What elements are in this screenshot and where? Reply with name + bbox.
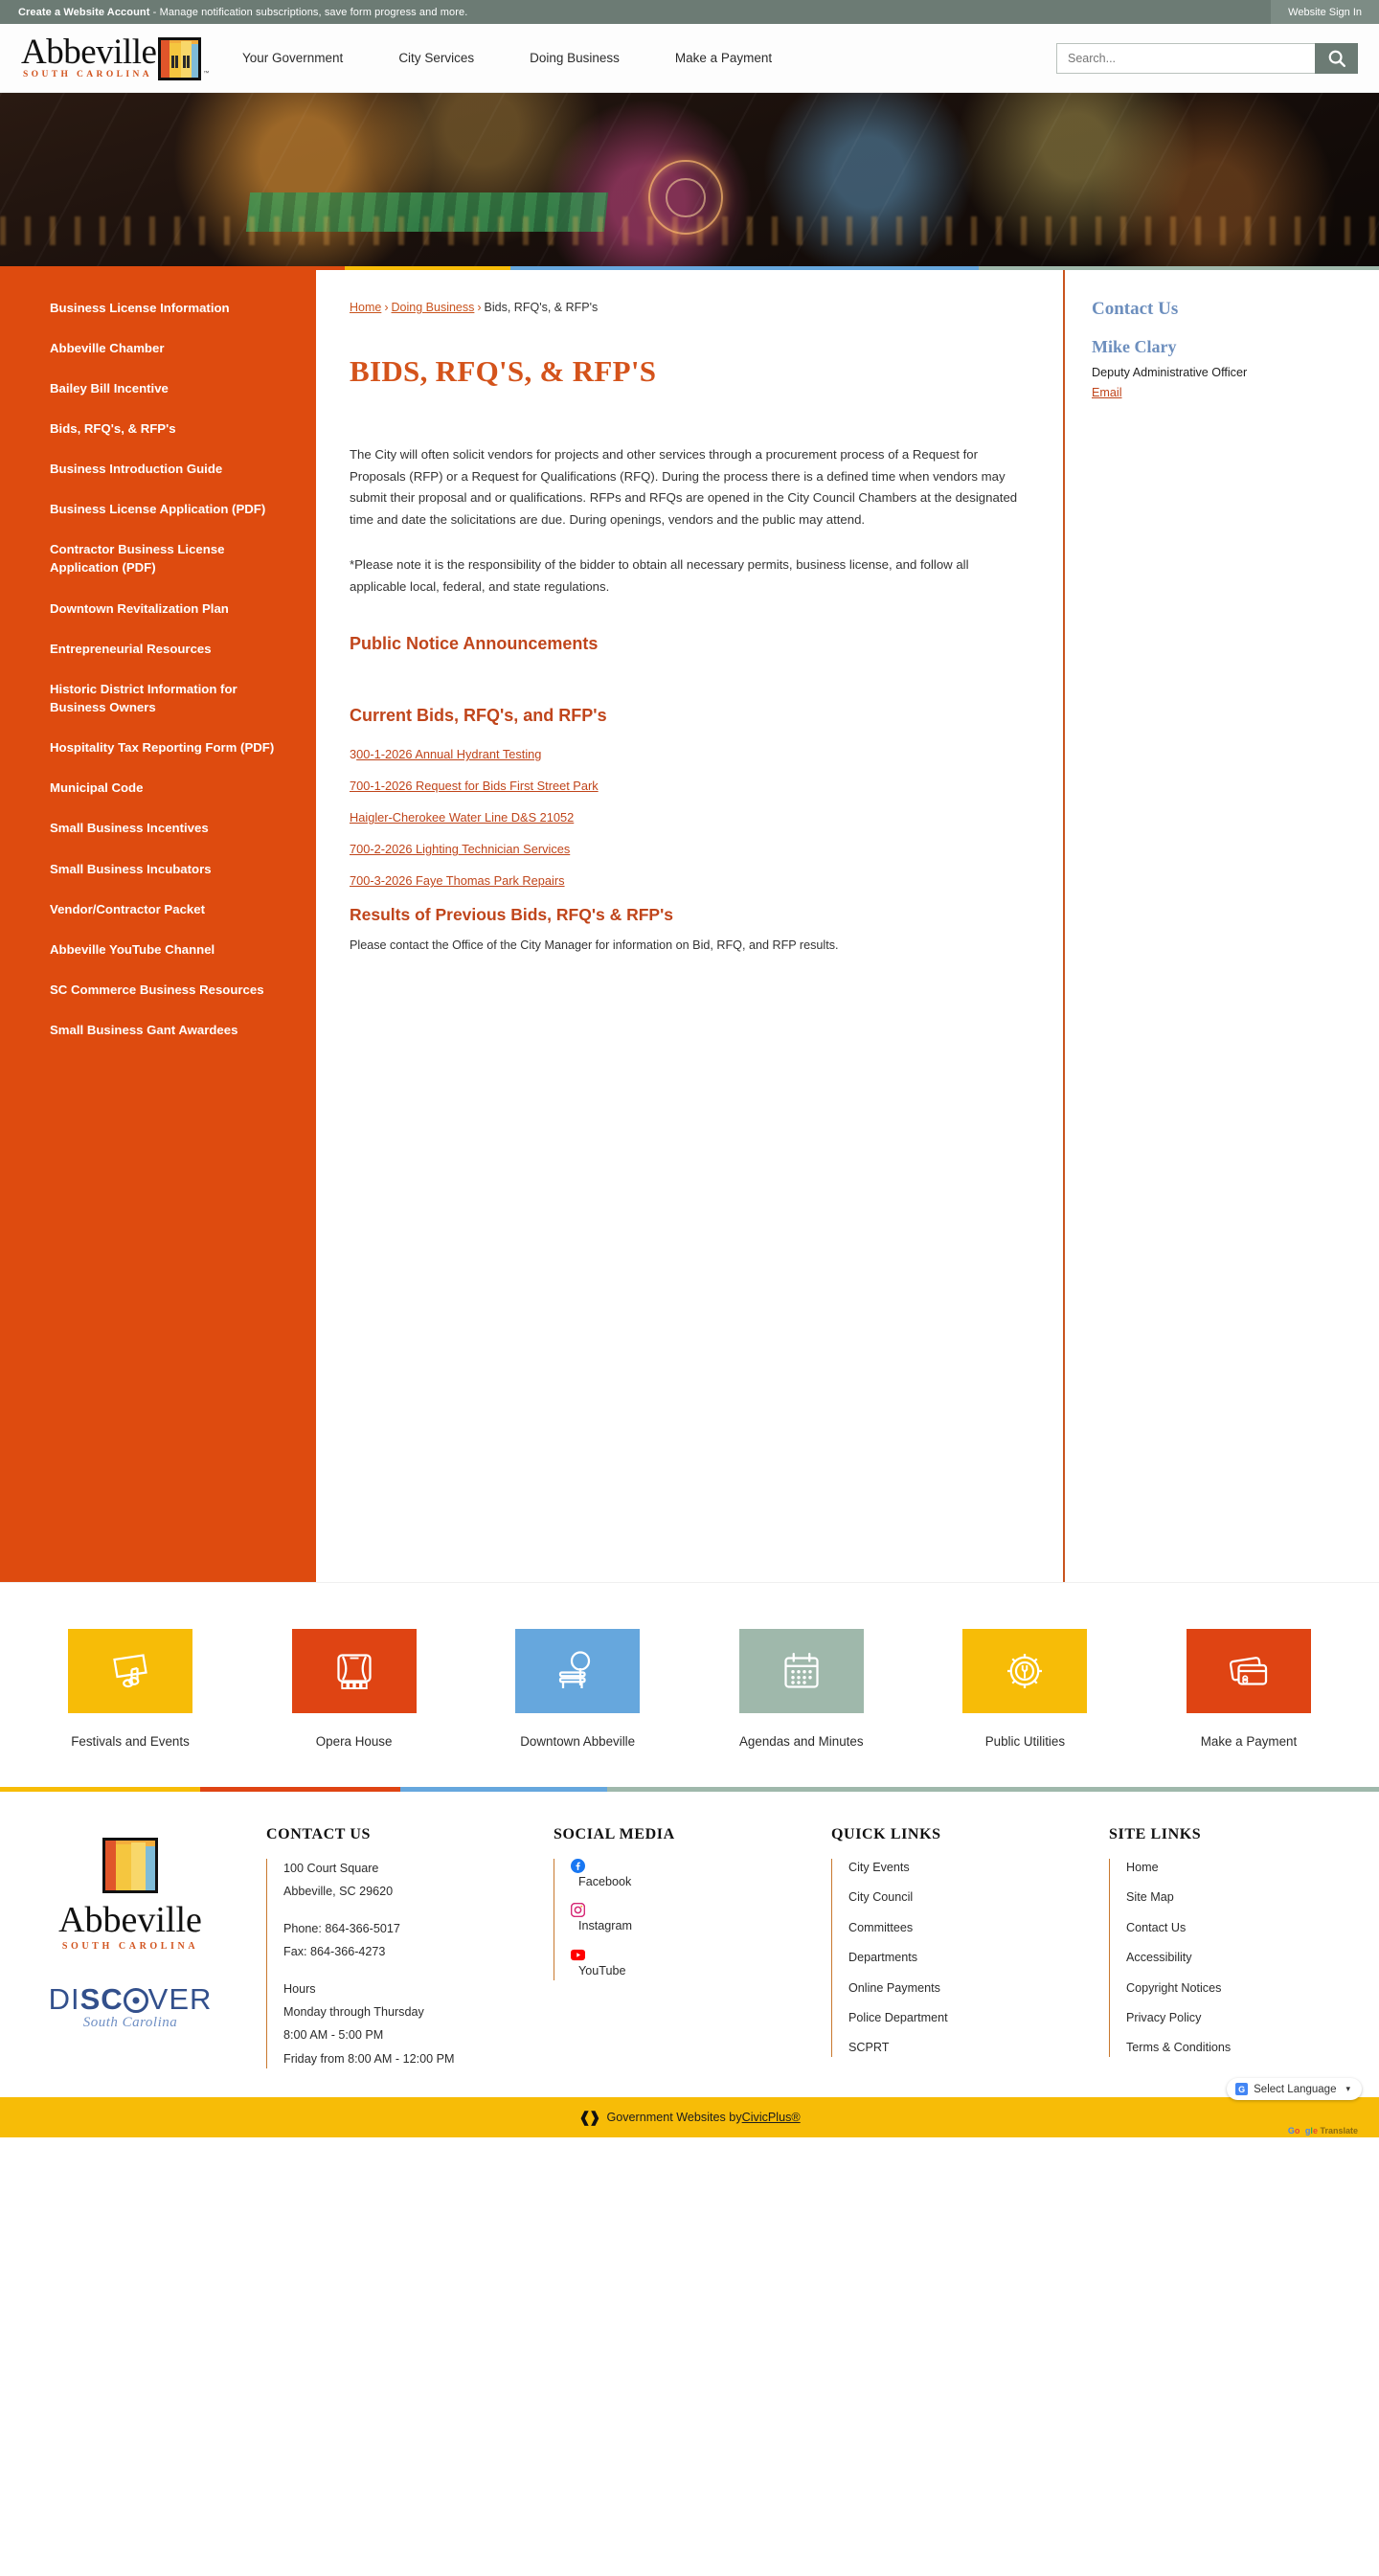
search-icon (1326, 48, 1347, 69)
create-account-link[interactable]: Create a Website Account (18, 6, 150, 18)
bid-link-hydrant-testing[interactable]: 00-1-2026 Annual Hydrant Testing (356, 747, 542, 762)
discover-sc: SC (79, 1982, 124, 2016)
civicplus-link[interactable]: CivicPlus® (741, 2111, 801, 2125)
footer-hours-weekday-time: 8:00 AM - 5:00 PM (283, 2028, 384, 2043)
social-link-instagram[interactable] (571, 1903, 825, 1935)
contact-sidebar (1063, 270, 1379, 1582)
discover-di: DI (48, 1982, 80, 2016)
sidebar-item-sc-commerce-business-resources[interactable]: SC Commerce Business Resources (50, 983, 264, 998)
site-search (1056, 43, 1358, 74)
public-notice-heading: Public Notice Announcements (350, 634, 599, 654)
footer-contact-column (260, 1826, 548, 2072)
sidebar-item-entrepreneurial-resources[interactable]: Entrepreneurial Resources (50, 641, 212, 656)
sidebar-item-business-license-application[interactable]: Business License Application (PDF) (50, 502, 266, 517)
tile-public-utilities[interactable] (950, 1629, 1099, 1749)
facebook-icon (571, 1859, 585, 1873)
footer-hours-weekday: Monday through Thursday (283, 2004, 424, 2019)
create-account-subtext: - Manage notification subscriptions, save form progress and more. (149, 6, 468, 18)
tile-icon-box (962, 1629, 1087, 1713)
site-link-site-map[interactable]: Site Map (1126, 1890, 1174, 1905)
tile-label: Make a Payment (1200, 1734, 1298, 1749)
tile-festivals-and-events[interactable] (56, 1629, 205, 1749)
search-input[interactable] (1056, 43, 1315, 74)
discover-sc-logo (0, 1984, 260, 2031)
tile-label: Agendas and Minutes (739, 1734, 864, 1749)
social-link-youtube[interactable] (571, 1948, 825, 1980)
site-link-terms-conditions[interactable]: Terms & Conditions (1126, 2041, 1232, 2055)
calendar-icon (779, 1648, 825, 1694)
site-link-contact-us[interactable]: Contact Us (1126, 1920, 1187, 1934)
footer-contact-body (266, 1859, 548, 2068)
breadcrumb-current: Bids, RFQ's, & RFP's (484, 301, 599, 314)
gear-wrench-icon (1002, 1648, 1048, 1694)
main-navigation (215, 51, 1056, 65)
quick-link-tiles (0, 1629, 1379, 1749)
quick-link-tiles-section (0, 1582, 1379, 1787)
footer-phone: Phone: 864-366-5017 (283, 1921, 400, 1935)
bid-link-haigler-cherokee-water-line[interactable]: Haigler-Cherokee Water Line D&S 21052 (350, 810, 575, 825)
sidebar-item-hospitality-tax-reporting-form[interactable]: Hospitality Tax Reporting Form (PDF) (50, 740, 275, 756)
footer-site-links-heading: SITE LINKS (1109, 1826, 1202, 1842)
sidebar-item-small-business-incubators[interactable]: Small Business Incubators (50, 861, 212, 876)
ticket-music-icon (107, 1648, 153, 1694)
site-header (0, 24, 1379, 93)
footer-hours-friday: Friday from 8:00 AM - 12:00 PM (283, 2051, 455, 2066)
sidebar-item-bids-rfqs-rfps[interactable]: Bids, RFQ's, & RFP's (50, 420, 176, 436)
breadcrumb-separator-1: › (384, 301, 389, 314)
quick-link-departments[interactable]: Departments (848, 1951, 918, 1965)
social-label: Instagram (578, 1919, 632, 1933)
sidebar-item-historic-district-information[interactable]: Historic District Information for Business Owners (50, 681, 237, 715)
footer-address-line-2: Abbeville, SC 29620 (283, 1885, 394, 1899)
current-bids-heading: Current Bids, RFQ's, and RFP's (350, 706, 607, 726)
social-label: YouTube (578, 1963, 626, 1977)
bidder-note-paragraph: *Please note it is the responsibility of the bidder to obtain all necessary permits, business license, and follow all applicable local, federal, and state regulations. (350, 556, 969, 594)
tile-make-a-payment[interactable] (1174, 1629, 1323, 1749)
bid-list-item (350, 810, 1025, 825)
hero-banner-image (0, 93, 1379, 270)
site-logo[interactable] (21, 33, 210, 80)
previous-results-note: Please contact the Office of the City Manager for information on Bid, RFQ, and RFP results. (350, 938, 839, 953)
main-content (316, 270, 1063, 1582)
tile-icon-box (1187, 1629, 1311, 1713)
bid-list-item (350, 747, 1025, 761)
footer-social-heading: SOCIAL MEDIA (554, 1826, 675, 1842)
footer-logo-name: Abbeville (58, 1900, 202, 1940)
footer-contact-heading: CONTACT US (266, 1826, 371, 1842)
logo-building-icon (158, 37, 201, 80)
sidebar-item-contractor-business-license-application[interactable]: Contractor Business License Application (PDF) (50, 542, 225, 576)
sidebar-item-municipal-code[interactable]: Municipal Code (50, 780, 144, 796)
contact-person-title: Deputy Administrative Officer (1092, 366, 1248, 379)
logo-name: Abbeville (21, 33, 157, 73)
google-translate-word: Translate (1320, 2126, 1358, 2136)
tile-label: Public Utilities (984, 1734, 1066, 1749)
footer-address-line-1: 100 Court Square (283, 1862, 379, 1875)
contact-person-name: Mike Clary (1092, 337, 1177, 356)
section-navigation-sidebar (0, 270, 316, 1582)
language-selector-label: Select Language (1254, 2083, 1337, 2095)
intro-paragraph: The City will often solicit vendors for projects and other services through a procurement process of a Request for Proposals (RFP) or a Request for Qualifications (RFQ). During the process there is a defined time when vendors may submit their proposal and or qualifications. RFPs and RFQs are opened in the City Council Chambers at the designated time and date the solicitations are due. During openings, vendors and the public may attend. (350, 447, 1018, 528)
previous-results-heading: Results of Previous Bids, RFQ's & RFP's (350, 905, 673, 925)
site-link-accessibility[interactable]: Accessibility (1126, 1951, 1192, 1965)
sidebar-item-vendor-contractor-packet[interactable]: Vendor/Contractor Packet (50, 901, 205, 916)
footer-accent-stripes (0, 1787, 1379, 1792)
quick-link-police-department[interactable]: Police Department (848, 2010, 948, 2024)
bid-link-prefix: 3 (350, 747, 357, 762)
site-link-copyright-notices[interactable]: Copyright Notices (1126, 1980, 1222, 1995)
logo-text (21, 35, 156, 80)
footer-hours-label: Hours (283, 1981, 316, 1996)
google-translate-icon: G (1235, 2083, 1248, 2095)
sidebar-item-abbeville-youtube-channel[interactable]: Abbeville YouTube Channel (50, 941, 215, 957)
breadcrumb-home[interactable]: Home (350, 301, 382, 314)
sidebar-item-small-business-gant-awardees[interactable]: Small Business Gant Awardees (50, 1023, 238, 1038)
discover-subtitle: South Carolina (82, 2015, 178, 2030)
instagram-icon (571, 1903, 585, 1917)
search-button[interactable] (1315, 43, 1358, 74)
quick-link-city-council[interactable]: City Council (848, 1890, 914, 1905)
civicplus-credit (578, 2109, 800, 2126)
bid-link-first-street-park[interactable]: 700-1-2026 Request for Bids First Street Park (350, 779, 599, 794)
tile-icon-box (515, 1629, 640, 1713)
bid-list-item (350, 779, 1025, 793)
sidebar-item-small-business-incentives[interactable]: Small Business Incentives (50, 821, 209, 836)
social-link-facebook[interactable] (571, 1859, 825, 1891)
tile-downtown-abbeville[interactable] (503, 1629, 652, 1749)
chevron-down-icon: ▾ (1345, 2084, 1350, 2094)
nav-your-government[interactable]: Your Government (242, 51, 344, 65)
tile-icon-box (739, 1629, 864, 1713)
site-link-home[interactable]: Home (1126, 1861, 1159, 1874)
palmetto-circle-icon (124, 1988, 148, 2013)
discover-ver: VER (147, 1982, 213, 2016)
bid-list-item (350, 873, 1025, 888)
nav-city-services[interactable]: City Services (398, 51, 475, 65)
contact-us-heading: Contact Us (1092, 299, 1179, 319)
trademark-mark: ™ (203, 70, 210, 77)
credit-card-icon (1226, 1648, 1272, 1694)
site-link-privacy-policy[interactable]: Privacy Policy (1126, 2010, 1202, 2024)
sidebar-item-business-introduction-guide[interactable]: Business Introduction Guide (50, 462, 223, 477)
bid-link-faye-thomas-park-repairs[interactable]: 700-3-2026 Faye Thomas Park Repairs (350, 873, 565, 889)
tile-agendas-and-minutes[interactable] (727, 1629, 876, 1749)
footer-logo-building-icon (102, 1838, 158, 1893)
social-label: Facebook (578, 1875, 632, 1888)
youtube-icon (571, 1948, 585, 1962)
civicplus-logo-icon: ❰❱ (578, 2110, 599, 2127)
bid-link-lighting-technician-services[interactable]: 700-2-2026 Lighting Technician Services (350, 842, 571, 857)
tile-opera-house[interactable] (280, 1629, 429, 1749)
footer-site-links-column (1103, 1826, 1371, 2072)
bottom-bar (0, 2083, 1379, 2137)
discover-wordmark (0, 1984, 260, 2014)
theater-curtain-icon (331, 1648, 377, 1694)
tile-icon-box (292, 1629, 417, 1713)
sidebar-item-business-license-information[interactable]: Business License Information (50, 300, 230, 315)
quick-link-committees[interactable]: Committees (848, 1920, 914, 1934)
tile-label: Opera House (315, 1734, 393, 1749)
sidebar-item-downtown-revitalization-plan[interactable]: Downtown Revitalization Plan (50, 600, 229, 616)
park-bench-tree-icon (554, 1648, 600, 1694)
civicplus-prefix-text: Government Websites by (606, 2111, 742, 2125)
footer-fax: Fax: 864-366-4273 (283, 1945, 386, 1959)
sidebar-item-bailey-bill-incentive[interactable]: Bailey Bill Incentive (50, 380, 169, 395)
google-translate-attribution: Google Translate (1287, 2126, 1358, 2136)
tile-label: Downtown Abbeville (520, 1734, 636, 1749)
breadcrumb-separator-2: › (477, 301, 482, 314)
utility-bar (0, 0, 1379, 24)
create-account-message (18, 7, 467, 18)
bid-list-item (350, 842, 1025, 856)
quick-link-online-payments[interactable]: Online Payments (848, 1980, 940, 1995)
contact-email-link[interactable]: Email (1092, 386, 1122, 399)
footer-quick-links-column (825, 1826, 1103, 2072)
website-sign-in-button[interactable]: Website Sign In (1271, 0, 1379, 24)
tile-icon-box (68, 1629, 192, 1713)
footer-logos (0, 1826, 260, 2072)
quick-link-scprt[interactable]: SCPRT (848, 2041, 890, 2055)
breadcrumb-doing-business[interactable]: Doing Business (391, 301, 475, 314)
language-selector[interactable] (1227, 2078, 1362, 2100)
page-body (0, 270, 1379, 1582)
hero-accent-stripes (0, 266, 1379, 270)
footer-quick-links-body (831, 1859, 1103, 2057)
site-footer (0, 1792, 1379, 2097)
footer-social-column (548, 1826, 825, 2072)
tile-label: Festivals and Events (71, 1734, 190, 1749)
hero-light-row (0, 216, 1379, 245)
footer-social-body (554, 1859, 825, 1980)
breadcrumb (350, 301, 1025, 314)
nav-doing-business[interactable]: Doing Business (530, 51, 620, 65)
logo-subtitle: SOUTH CAROLINA (23, 70, 152, 80)
footer-logo-subtitle: SOUTH CAROLINA (61, 1941, 199, 1952)
nav-make-a-payment[interactable]: Make a Payment (674, 51, 773, 65)
sidebar-item-abbeville-chamber[interactable]: Abbeville Chamber (50, 340, 165, 355)
page-title: BIDS, RFQ'S, & RFP'S (350, 354, 657, 388)
footer-quick-links-heading: QUICK LINKS (831, 1826, 941, 1842)
footer-site-links-body (1109, 1859, 1371, 2057)
quick-link-city-events[interactable]: City Events (848, 1861, 910, 1874)
